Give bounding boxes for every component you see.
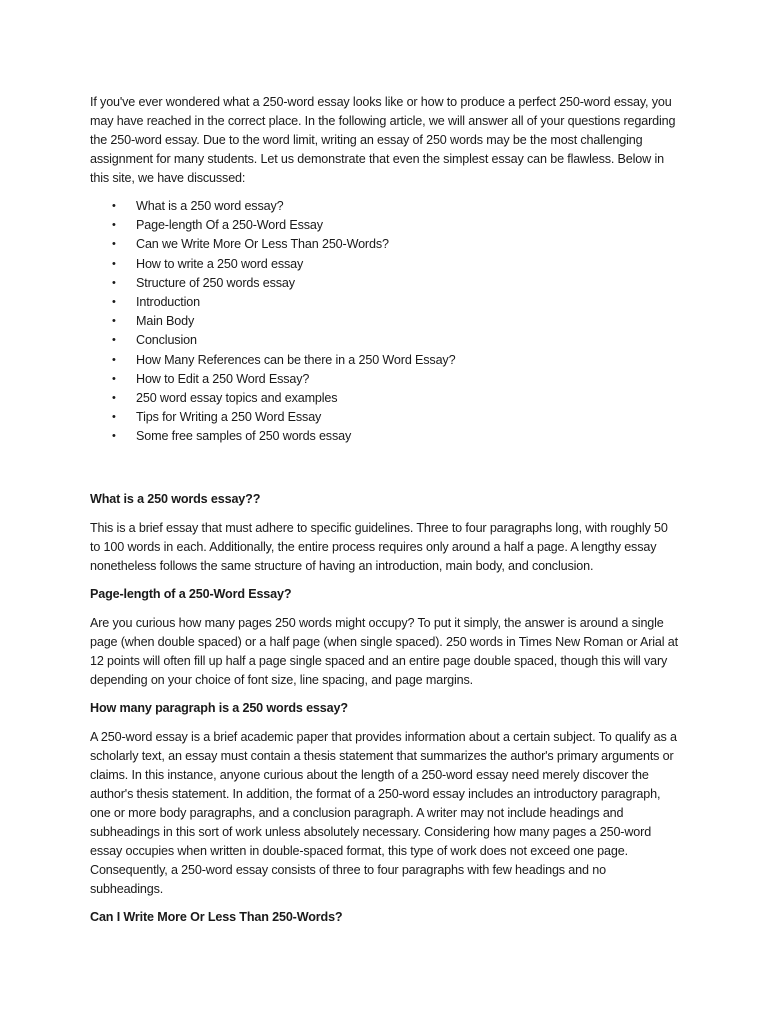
bullet-icon: • <box>112 372 116 385</box>
list-item: • How to write a 250 word essay <box>90 255 680 274</box>
list-item: • 250 word essay topics and examples <box>90 389 680 408</box>
list-item: • Introduction <box>90 293 680 312</box>
list-item: • Can we Write More Or Less Than 250-Words? <box>90 235 680 254</box>
document-body <box>90 93 680 937</box>
list-item: • Structure of 250 words essay <box>90 274 680 293</box>
bullet-icon: • <box>112 200 116 212</box>
bullet-icon: • <box>112 257 116 270</box>
bullet-icon: • <box>112 430 116 443</box>
list-item: • What is a 250 word essay? <box>90 197 680 216</box>
bullet-icon: • <box>112 238 116 251</box>
section-heading: What is a 250 words essay?? <box>90 492 261 507</box>
bullet-icon: • <box>112 353 116 366</box>
section-heading: How many paragraph is a 250 words essay? <box>90 701 348 716</box>
bullet-icon: • <box>112 219 116 232</box>
list-item: • Main Body <box>90 312 680 331</box>
bullet-icon: • <box>112 391 116 404</box>
list-item: • Page-length Of a 250-Word Essay <box>90 216 680 235</box>
section-heading: Page-length of a 250-Word Essay? <box>90 587 292 602</box>
section-heading: Can I Write More Or Less Than 250-Words? <box>90 910 343 925</box>
section-paragraph: This is a brief essay that must adhere to specific guidelines. Three to four paragraphs long, with roughly 50 to 100 words in each. Additionally, the entire process requires only around a half a page. A lengthy essay nonetheless follows the same structure of having an introduction, main body, and conclusion. <box>90 521 668 574</box>
intro-paragraph: If you've ever wondered what a 250-word essay looks like or how to produce a perfect 250-word essay, you may have reached in the correct place. In the following article, we will answer all of your questions regarding the 250-word essay. Due to the word limit, writing an essay of 250 words may be the most challenging assignment for many students. Let us demonstrate that even the simplest essay can be flawless. Below in this site, we have discussed: <box>90 95 676 185</box>
list-item: • How Many References can be there in a 250 Word Essay? <box>90 351 680 370</box>
section-paragraph: A 250-word essay is a brief academic paper that provides information about a certain subject. To qualify as a scholarly text, an essay must contain a thesis statement that summarizes the author's primary arguments or claims. In this instance, anyone curious about the length of a 250-word essay need merely discover the author's thesis statement. In addition, the format of a 250-word essay includes an introductory paragraph, one or more body paragraphs, and a conclusion paragraph. A writer may not include headings and subheadings in this sort of work unless absolutely necessary. Considering how many pages a 250-word essay occupies when written in double-spaced format, this type of work does not exceed one page. Consequently, a 250-word essay consists of three to four paragraphs with few headings and no subheadings. <box>90 730 677 897</box>
list-item: • How to Edit a 250 Word Essay? <box>90 370 680 389</box>
bullet-icon: • <box>112 315 116 328</box>
list-item: • Conclusion <box>90 331 680 350</box>
topics-list <box>90 197 680 446</box>
bullet-icon: • <box>112 411 116 424</box>
bullet-icon: • <box>112 295 116 308</box>
list-item: • Tips for Writing a 250 Word Essay <box>90 408 680 427</box>
list-item: • Some free samples of 250 words essay <box>90 427 680 446</box>
bullet-icon: • <box>112 276 116 289</box>
section-paragraph: Are you curious how many pages 250 words might occupy? To put it simply, the answer is around a single page (when double spaced) or a half page (when single spaced). 250 words in Times New Roman or Arial at 12 points will often fill up half a page single spaced and an entire page double spaced, though this will vary depending on your choice of font size, line spacing, and page margins. <box>90 616 678 688</box>
bullet-icon: • <box>112 334 116 347</box>
